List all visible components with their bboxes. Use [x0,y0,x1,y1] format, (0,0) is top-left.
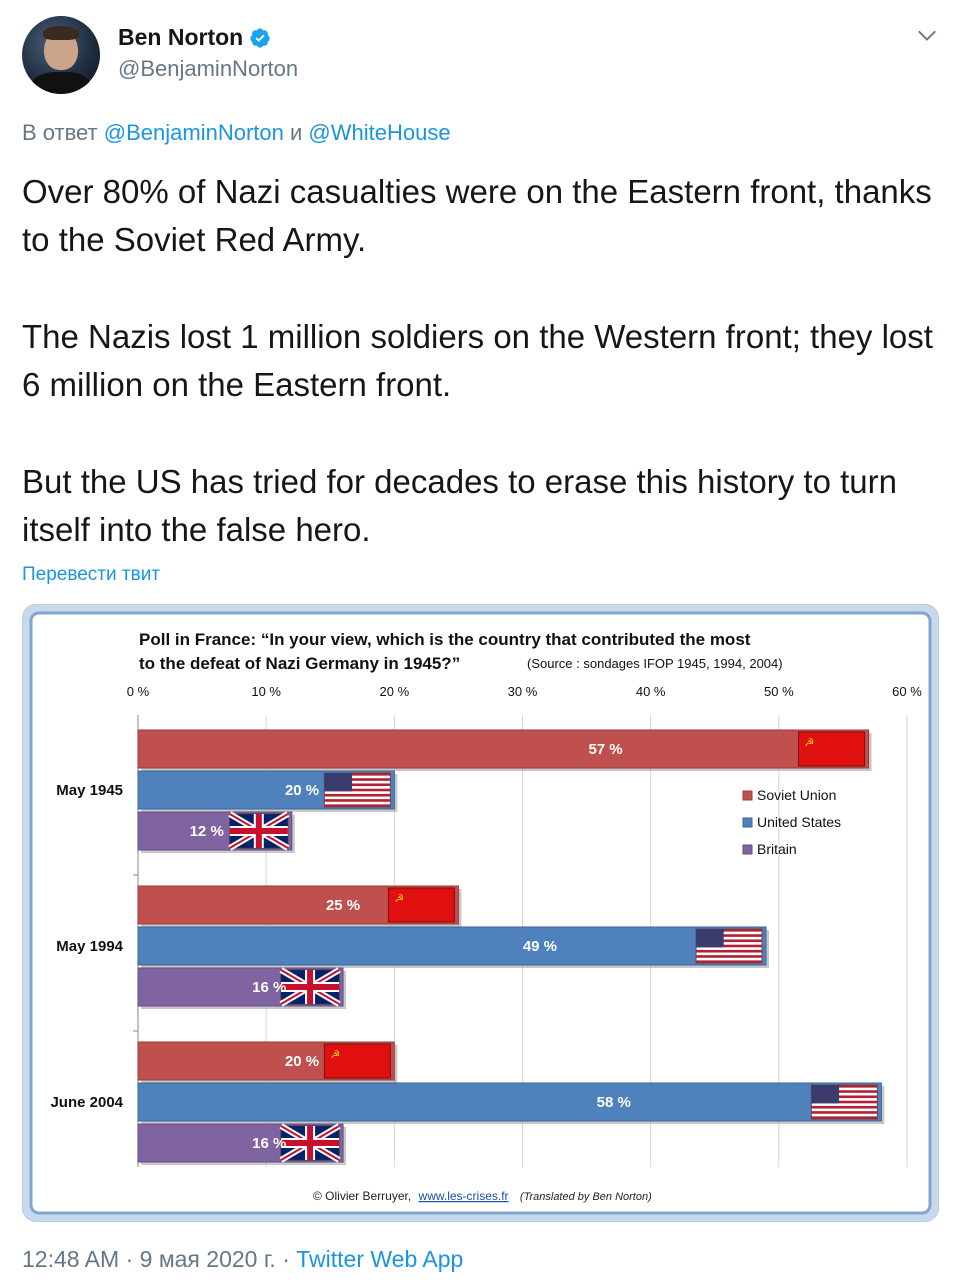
reply-user-link-1[interactable]: @BenjaminNorton [103,120,284,145]
us-flag-icon [696,929,762,963]
tweet-time[interactable]: 12:48 AM [22,1246,120,1272]
uk-flag-icon [281,1126,339,1160]
legend-label: United States [757,814,842,830]
svg-text:© Olivier Berruyer, www. [313,1189,652,1203]
tweet-paragraph-3: But the US has tried for decades to erase this history to turn itself into the false hero. [22,463,897,548]
tweet-date[interactable]: 9 мая 2020 г. [139,1246,276,1272]
legend-label: Britain [757,841,797,857]
tweet-text [22,168,937,554]
svg-text:☭: ☭ [330,1048,341,1061]
category-label: May 1945 [56,782,123,799]
legend-swatch [743,791,752,800]
category-label: May 1994 [56,938,123,955]
x-tick-label: 0 % [126,684,150,699]
su-flag-icon [799,732,865,766]
x-tick-label: 40 % [635,684,666,699]
bar [138,927,766,965]
reply-conjunction: и [289,120,303,145]
svg-text:☭: ☭ [804,736,815,749]
chart-credit-prefix: © Olivier Berruyer, [313,1189,412,1203]
legend-swatch [743,845,752,854]
chart-credit-suffix: (Translated by Ben Norton) [519,1191,652,1203]
bar-chart [23,605,938,1221]
x-tick-label: 30 % [507,684,538,699]
category-label: June 2004 [50,1094,123,1111]
tweet-paragraph-1: Over 80% of Nazi casualties were on the Eastern front, thanks to the Soviet Red Army. [22,173,932,258]
x-tick-label: 50 % [764,684,794,699]
x-tick-label: 10 % [251,684,281,699]
avatar[interactable] [22,16,100,94]
author-name[interactable]: Ben Norton [118,24,244,50]
chart-credit-link: www.les-crises.fr [418,1189,509,1203]
bar-value-label: 12 % [189,823,224,840]
svg-text:☭: ☭ [394,892,405,905]
su-flag-icon [324,1044,390,1078]
author-name-row[interactable] [118,24,271,51]
su-flag-icon [388,888,454,922]
bar [138,1083,881,1121]
chevron-down-icon[interactable] [916,24,938,46]
reply-prefix: В ответ [22,120,98,145]
uk-flag-icon [230,814,288,848]
separator-dot: · [125,1246,134,1272]
reply-user-link-2[interactable]: @WhiteHouse [308,120,451,145]
bar-value-label: 49 % [522,938,558,955]
us-flag-icon [811,1085,877,1119]
x-tick-label: 60 % [892,684,922,699]
chart-source: (Source : sondages IFOP 1945, 1994, 2004) [527,656,783,671]
tweet-paragraph-2: The Nazis lost 1 million soldiers on the Western front; they lost 6 million on the Eastern front. [22,318,933,403]
bar [138,730,869,768]
bar-value-label: 20 % [284,782,320,799]
legend-swatch [743,818,752,827]
author-handle[interactable]: @BenjaminNorton [118,56,299,81]
bar-value-label: 58 % [596,1094,631,1111]
chart-title-line-1: Poll in France: “In your view, which is the country that contributed the most [139,630,751,649]
us-flag-icon [324,773,390,807]
tweet-source-app[interactable]: Twitter Web App [296,1246,464,1272]
translate-tweet-link[interactable]: Перевести твит [22,564,161,585]
bar-value-label: 25 % [325,897,361,914]
separator-dot: · [282,1246,290,1272]
uk-flag-icon [281,970,339,1004]
bar-value-label: 16 % [252,979,287,996]
bar-value-label: 20 % [284,1053,320,1070]
tweet-media-image[interactable] [22,604,939,1222]
bar-value-label: 57 % [588,741,623,758]
legend-label: Soviet Union [757,787,837,803]
reply-context [22,120,451,146]
tweet-header [22,16,942,96]
chart-title-line-2: to the defeat of Nazi Germany in 1945?” [139,654,461,673]
bar-value-label: 16 % [252,1135,287,1152]
verified-badge-icon [249,27,271,49]
x-tick-label: 20 % [379,684,410,699]
tweet-footer [22,1246,463,1273]
